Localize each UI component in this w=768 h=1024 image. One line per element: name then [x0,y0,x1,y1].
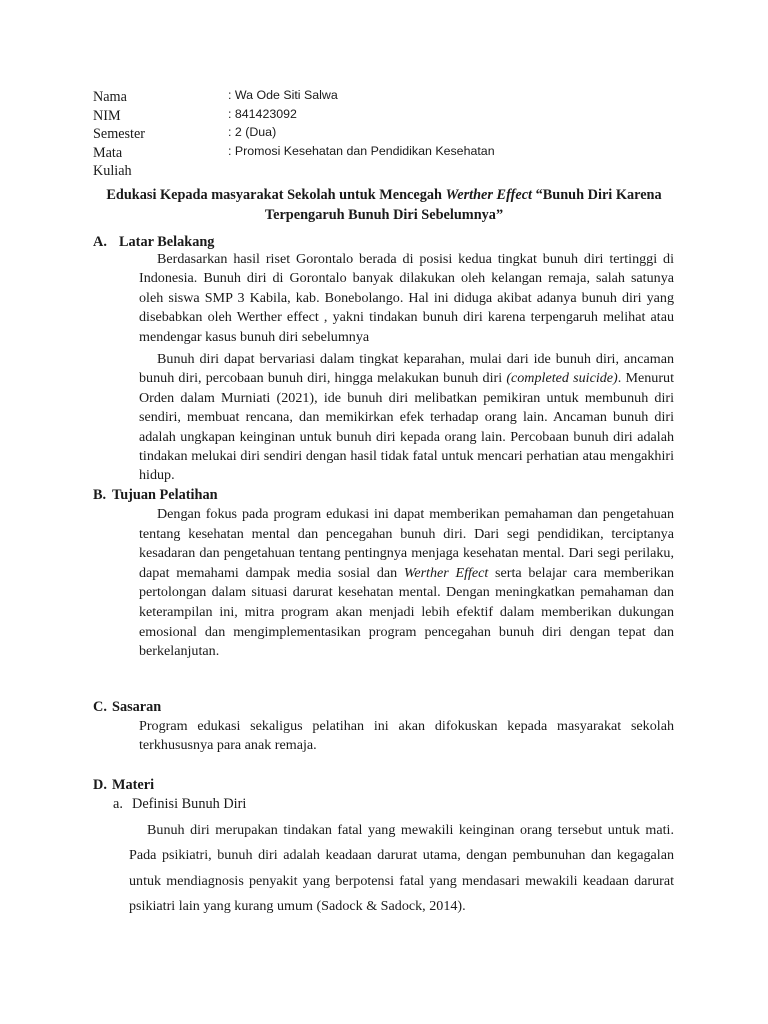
identity-value: : 841423092 [228,106,297,121]
paragraph-italic-segment: Werther Effect [403,564,489,581]
identity-value: : 2 (Dua) [228,125,277,139]
subsection-a-heading [113,795,246,813]
title-italic: Werther Effect [445,187,533,203]
subsection-title: Definisi Bunuh Diri [132,796,247,812]
section-c-paragraph-1 [139,717,674,756]
section-d-heading [93,776,154,794]
paragraph-italic-segment: (completed suicide) [506,370,618,387]
paragraph-segment: . Menurut Orden dalam Murniati (2021), ide bunuh diri melibatkan pemikiran untuk membunuh diri sendiri, membuat rencana, dan memikirkan efek terhadap orang lain. Ancaman bunuh diri adalah ungkapan keinginan untuk bunuh diri kepada orang lain. Percobaan bunuh diri adalah tindakan melukai diri sendiri dengan hasil tidak fatal untuk mencari perhatian atau mengakhiri hidup. [139,370,674,484]
identity-value: : Wa Ode Siti Salwa [228,88,338,102]
section-letter: B. [93,487,107,503]
paragraph-segment: Bunuh diri dapat bervariasi dalam tingkat keparahan, mulai dari ide bunuh diri, ancaman bunuh diri, percobaan bunuh diri, hingga melakukan bunuh diri [139,351,674,387]
paragraph-segment: Dengan fokus pada program edukasi ini dapat memberikan pemahaman dan pengetahuan tentang kesehatan mental dan pencegahan bunuh diri. Dari segi pendidikan, terciptanya kesadaran dan pengetahuan tentang pentingnya menjaga kesehatan mental. Dari segi perilaku, dapat memahami dampak media sosial dan [139,506,674,581]
paragraph-text: Berdasarkan hasil riset Gorontalo berada di posisi kedua tingkat bunuh diri tertinggi di Indonesia. Bunuh diri di Gorontalo banyak dilakukan oleh kelangan remaja, salah satunya oleh siswa SMP 3 Kabila, kab. Bonebolango. Hal ini diduga akibat adanya bunuh diri yang disebabkan oleh Werther effect , yakni tindakan bunuh diri karena terpengaruh melihat atau mendengar kasus bunuh diri sebelumnya [139,251,674,345]
section-b-heading [93,486,218,504]
section-a-paragraph-2 [139,350,674,486]
section-a-heading [93,233,214,251]
section-c-heading [93,698,161,716]
section-d-paragraph-1 [129,818,674,919]
paragraph-segment: serta belajar cara memberikan pertolongan dalam situasi darurat kesehatan mental. Dengan meningkatkan pemahaman dan keterampilan ini, mitra program akan menjadi lebih efektif dalam memberikan dukungan emosional dan mengimplementasikan program pencegahan bunuh diri dengan tepat dan berkelanjutan. [139,564,675,660]
paragraph-text: Program edukasi sekaligus pelatihan ini akan difokuskan kepada masyarakat sekolah terkhususnya para anak remaja. [139,718,674,754]
section-title: Sasaran [112,699,162,715]
identity-label: Semester [93,126,146,142]
title-part-1: Edukasi Kepada masyarakat Sekolah untuk Mencegah [106,187,446,203]
section-b-paragraph-1 [139,505,674,662]
subsection-letter: a. [113,796,123,812]
identity-label: NIM [93,107,121,124]
identity-label: Mata Kuliah [93,144,132,179]
document-title [93,185,675,225]
identity-label: Nama [93,89,127,105]
section-letter: D. [93,777,107,793]
section-title: Latar Belakang [119,234,215,250]
section-letter: C. [93,699,107,715]
identity-value: : Promosi Kesehatan dan Pendidikan Kesehatan [228,143,495,158]
paragraph-text: Bunuh diri merupakan tindakan fatal yang mewakili keinginan orang tersebut untuk mati. Pada psikiatri, bunuh diri adalah keadaan darurat utama, dengan pembunuhan dan kegagalan untuk mendiagnosis penyakit yang berpotensi fatal yang mendasari mewakili keadaan darurat psikiatri lain yang kurang umum (Sadock & Sadock, 2014). [129,822,674,914]
title-part-2: “Bunuh Diri Karena Terpengaruh Bunuh Diri Sebelumnya” [264,187,662,223]
section-letter: A. [93,234,107,250]
section-title: Tujuan Pelatihan [112,487,218,503]
section-title: Materi [112,777,155,793]
section-a-paragraph-1 [139,250,674,347]
paragraph-text [139,505,674,662]
paragraph-text [139,350,674,486]
